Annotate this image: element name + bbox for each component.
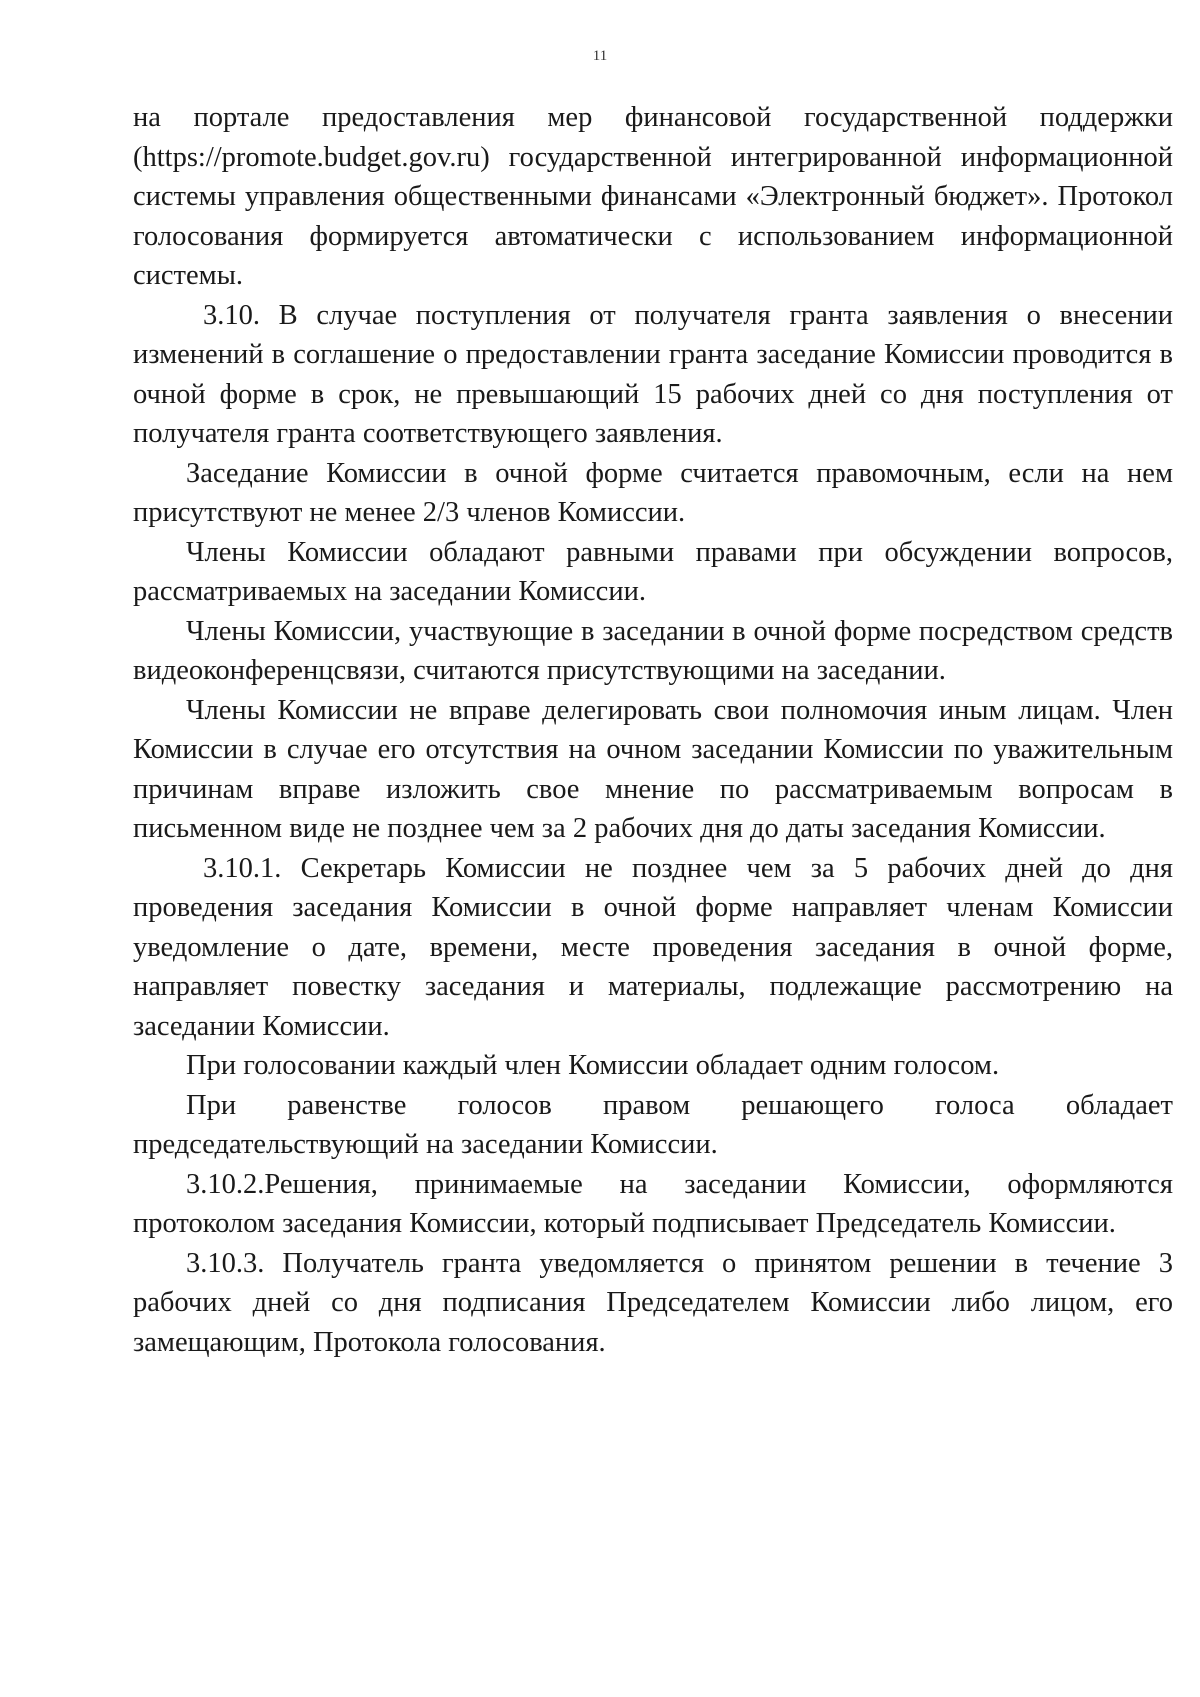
paragraph-videoconference: Члены Комиссии, участвующие в заседании в очной форме посредством средств видеоконференцсвязи, считаются присутствующими на заседании. bbox=[133, 615, 1173, 686]
paragraph-one-vote: При голосовании каждый член Комиссии обладает одним голосом. bbox=[186, 1050, 1000, 1081]
paragraph-3-10: 3.10. В случае поступления от получателя гранта заявления о внесении изменений в соглашение о предоставлении гранта заседание Комиссии проводится в очной форме в срок, не превышающий 15 рабочих дней со дня поступления от получателя гранта соответствующего заявления. bbox=[133, 299, 1173, 449]
paragraph-equal-rights: Члены Комиссии обладают равными правами при обсуждении вопросов, рассматриваемых на заседании Комиссии. bbox=[133, 536, 1173, 607]
page-number: 11 bbox=[592, 48, 608, 64]
paragraph-3-10-2: 3.10.2.Решения, принимаемые на заседании Комиссии, оформляются протоколом заседания Комиссии, который подписывает Председатель Комиссии. bbox=[133, 1168, 1173, 1239]
paragraph-3-10-1: 3.10.1. Секретарь Комиссии не позднее чем за 5 рабочих дней до дня проведения заседания Комиссии в очной форме направляет членам Комиссии уведомление о дате, времени, месте проведения заседания в очной форме, направляет повестку заседания и материалы, подлежащие рассмотрению на заседании Комиссии. bbox=[133, 852, 1173, 1042]
paragraph-tie-vote: При равенстве голосов правом решающего голоса обладает председательствующий на заседании Комиссии. bbox=[133, 1089, 1173, 1160]
paragraph-quorum: Заседание Комиссии в очной форме считается правомочным, если на нем присутствуют не менее 2/3 членов Комиссии. bbox=[133, 457, 1173, 528]
paragraph-portal-continuation: на портале предоставления мер финансовой государственной поддержки (https://promote.budget.gov.ru) государственной интегрированной информационной системы управления общественными финансами «Электронный бюджет». Протокол голосования формируется автоматически с использованием информационной системы. bbox=[133, 102, 1173, 291]
document-body bbox=[133, 98, 1173, 1362]
paragraph-3-10-3: 3.10.3. Получатель гранта уведомляется о принятом решении в течение 3 рабочих дней со дня подписания Председателем Комиссии либо лицом, его замещающим, Протокола голосования. bbox=[133, 1247, 1173, 1358]
paragraph-no-delegation: Члены Комиссии не вправе делегировать свои полномочия иным лицам. Член Комиссии в случае его отсутствия на очном заседании Комиссии по уважительным причинам вправе изложить свое мнение по рассматриваемым вопросам в письменном виде не позднее чем за 2 рабочих дня до даты заседания Комиссии. bbox=[133, 694, 1173, 844]
